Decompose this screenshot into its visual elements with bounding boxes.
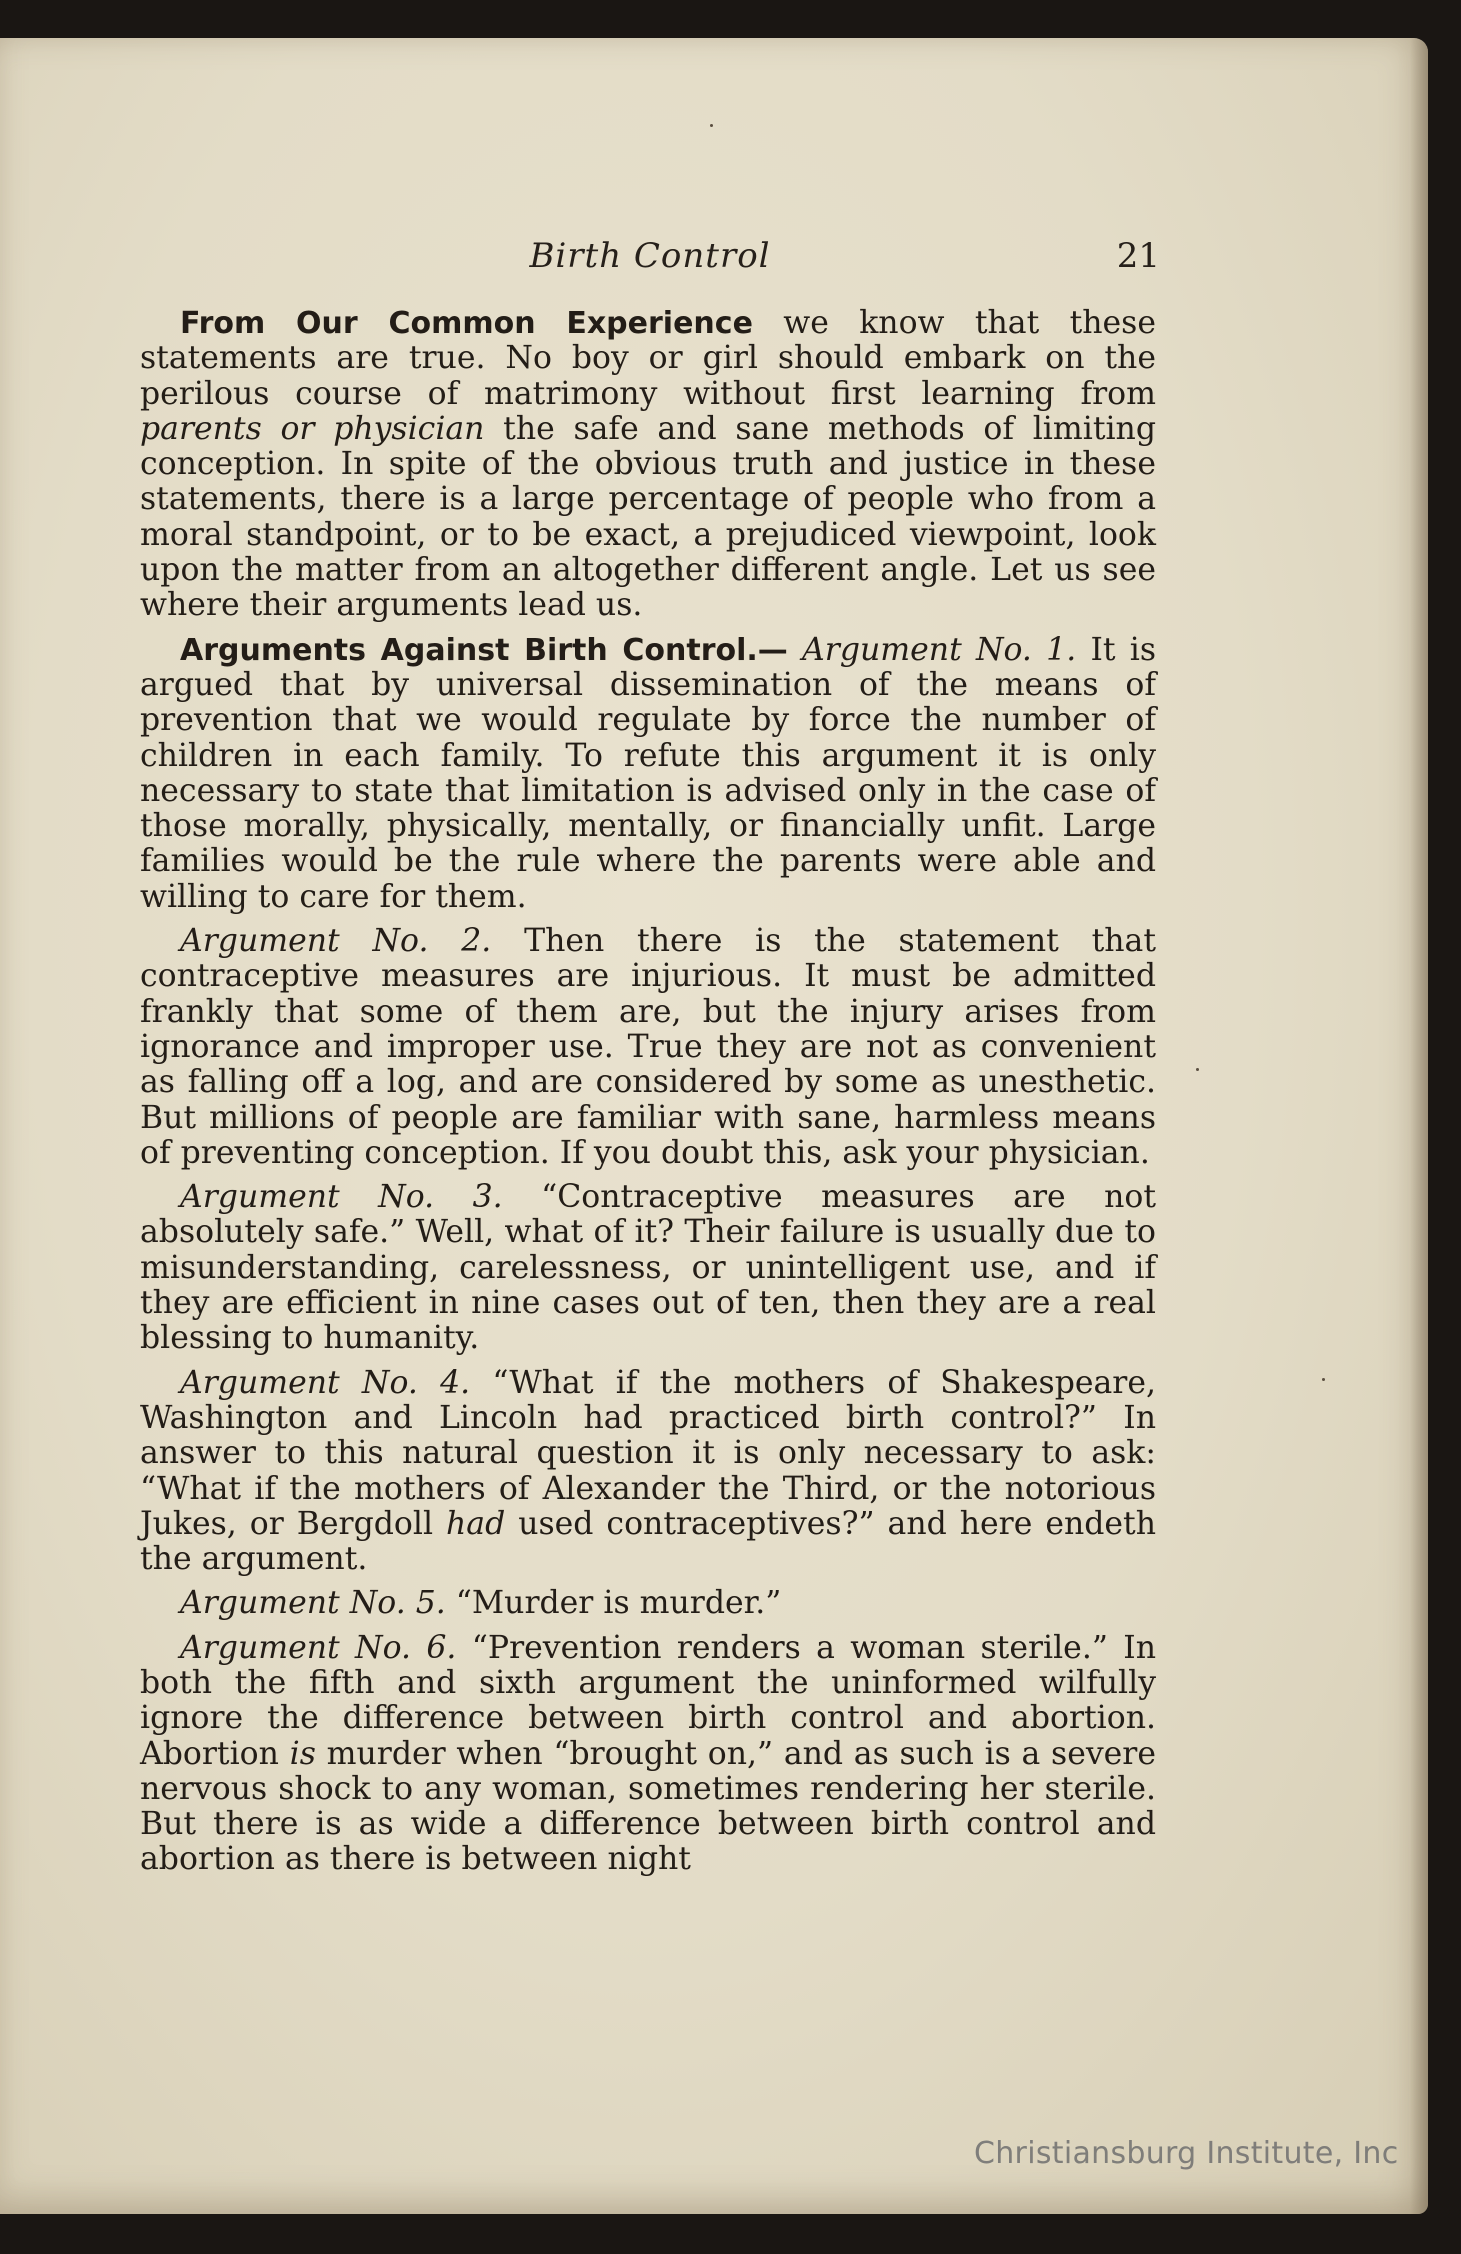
paragraph-text: Then there is the statement that contraceptive measures are injurious. It must be admitted frankly that some of them are, but the injury arises from ignorance and improper use. True they are not as convenient as falling off a log, and are considered by some as unesthetic. But millions of people are familiar with sane, harmless means of preventing conception. If you doubt this, ask your physician.	[140, 923, 1156, 1171]
paragraph-emphasis: is	[289, 1735, 316, 1772]
page-edge-shadow	[1410, 38, 1428, 2214]
paragraph-argument-1	[140, 633, 1156, 915]
paper-speck	[710, 124, 713, 127]
body-text	[140, 306, 1156, 1878]
paragraph-emphasis: parents or physician	[140, 410, 485, 447]
running-title: Birth Control	[529, 236, 771, 276]
paragraph-text: “Contraceptive measures are not absolutely safe.” Well, what of it? Their failure is usually due to misunderstanding, carelessness, or unintelligent use, and if they are efficient in nine cases out of ten, then they are a real blessing to humanity.	[140, 1179, 1157, 1357]
paragraph-emphasis: Argument No. 4.	[180, 1364, 471, 1401]
paragraph-emphasis: Argument No. 5.	[180, 1585, 446, 1622]
paragraph-argument-2	[140, 924, 1156, 1171]
paragraph-argument-3	[140, 1180, 1156, 1356]
watermark-text: Christiansburg Institute, Inc	[974, 2136, 1399, 2171]
paragraph-lead: Arguments Against Birth Control.—	[180, 632, 788, 668]
paragraph-text: “Murder is murder.”	[445, 1585, 782, 1622]
paper-speck	[1322, 1378, 1325, 1381]
page-header	[140, 236, 1160, 284]
paragraph-emphasis: Argument No. 6.	[180, 1629, 457, 1666]
paragraph-common-experience	[140, 306, 1156, 624]
paragraph-text: murder when “brought on,” and as such is a severe nervous shock to any woman, sometimes rendering her sterile. But there is as wide a difference between birth control and abortion as there is between night	[140, 1735, 1157, 1878]
paragraph-argument-6	[140, 1631, 1156, 1878]
paragraph-text: It is argued that by universal dissemination of the means of prevention that we would regulate by force the number of children in each family. To refute this argument it is only necessary to state that limitation is advised only in the case of those morally, physically, mentally, or financially unfit. Large families would be the rule where the parents were able and willing to care for them.	[140, 631, 1156, 915]
paragraph-emphasis: had	[446, 1505, 506, 1542]
paragraph-emphasis: Argument No. 1.	[787, 631, 1077, 668]
page-number: 21	[1116, 236, 1160, 276]
paragraph-emphasis: Argument No. 2.	[180, 923, 492, 960]
paragraph-text: “What if the mothers of Shakespeare, Washington and Lincoln had practiced birth control?” In answer to this natural question it is only necessary to ask: “What if the mothers of Alexander the Third, or the notorious Jukes, or Bergdoll	[140, 1364, 1156, 1542]
paragraph-argument-4	[140, 1366, 1156, 1578]
paragraph-argument-5	[140, 1586, 1156, 1621]
paragraph-text: “Prevention renders a woman sterile.” In both the fifth and sixth argument the uninformed wilfully ignore the difference between birth control and abortion. Abortion	[140, 1629, 1157, 1772]
paragraph-text: used contraceptives?” and here endeth the argument.	[140, 1505, 1156, 1578]
paragraph-lead: From Our Common Experience	[180, 306, 753, 341]
paragraph-text: we know that these statements are true. No boy or girl should embark on the perilous course of matrimony without first learning from	[140, 305, 1156, 412]
paragraph-emphasis: Argument No. 3.	[180, 1179, 503, 1216]
paragraph-text: the safe and sane methods of limiting conception. In spite of the obvious truth and justice in these statements, there is a large percentage of people who from a moral standpoint, or to be exact, a prejudiced viewpoint, look upon the matter from an altogether different angle. Let us see where their arguments lead us.	[140, 410, 1156, 624]
paper-speck	[1196, 1068, 1199, 1071]
